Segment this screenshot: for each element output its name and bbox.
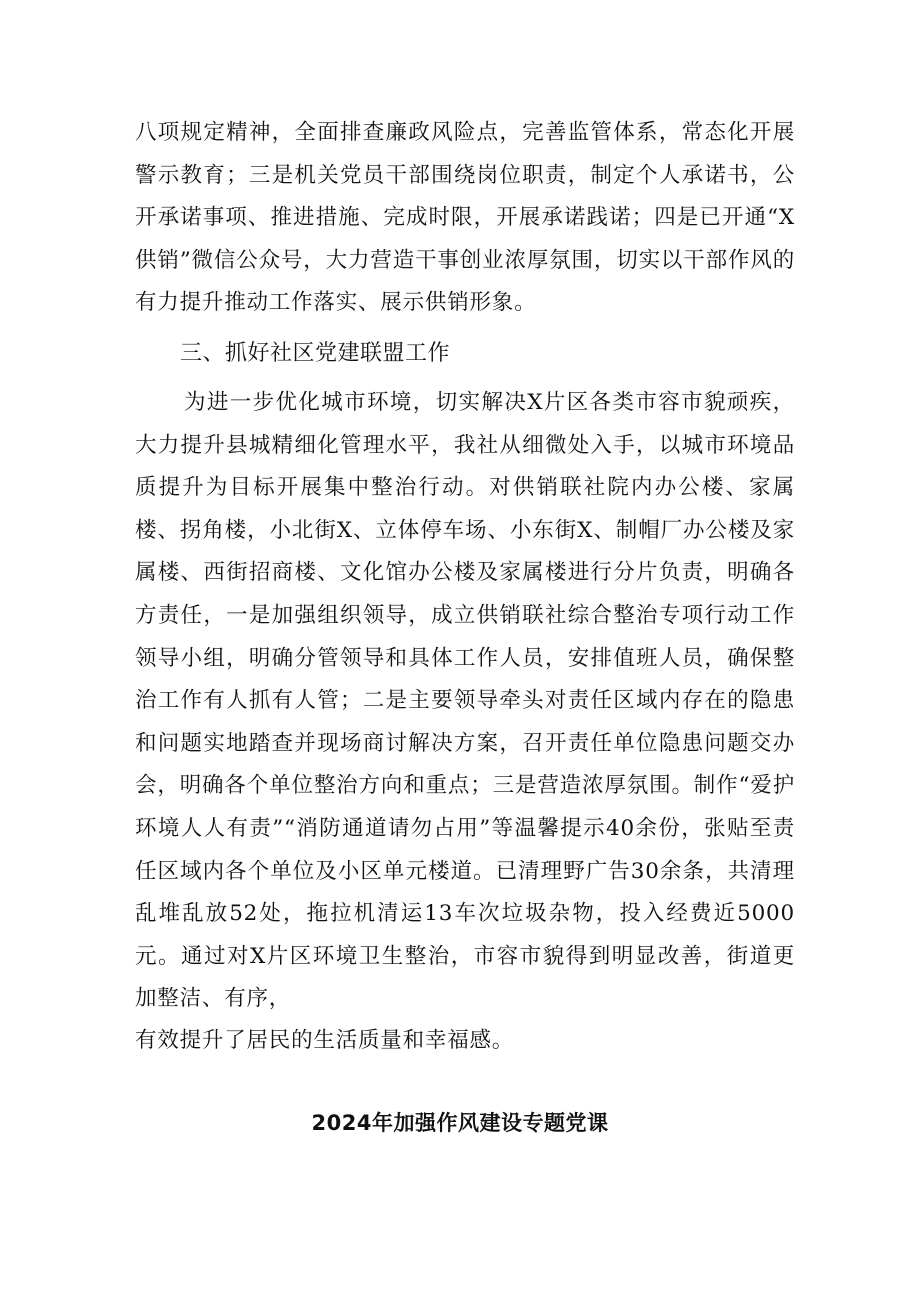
section-heading: 三、抓好社区党建联盟工作	[180, 341, 451, 366]
body-paragraph-continued: 八项规定精神，全面排查廉政风险点，完善监管体系，常态化开展警示教育；三是机关党员干部围绕岗位职责，制定个人承诺书，公开承诺事项、推进措施、完成时限，开展承诺践诺；四是已开通“X供销”微信公众号，大力营造干事创业浓厚氛围，切实以干部作风的有力提升推动工作落实、展示供销形象。	[135, 120, 795, 316]
body-paragraph-community: 为进一步优化城市环境，切实解决X片区各类市容市貌顽疾，大力提升县城精细化管理水平，我社从细微处入手，以城市环境品质提升为目标开展集中整治行动。对供销联社院内办公楼、家属楼、拐角楼，小北街X、立体停车场、小东街X、制帽厂办公楼及家属楼、西街招商楼、文化馆办公楼及家属楼进行分片负责，明确各方责任，一是加强组织领导，成立供销联社综合整治专项行动工作领导小组，明确分管领导和具体工作人员，安排值班人员，确保整治工作有人抓有人管；二是主要领导牵头对责任区域内存在的隐患和问题实地踏查并现场商讨解决方案，召开责任单位隐患问题交办会，明确各个单位整治方向和重点；三是营造浓厚氛围。制作“爱护环境人人有责”“消防通道请勿占用”等温馨提示40余份，张贴至责任区域内各个单位及小区单元楼道。已清理野广告30余条，共清理乱堆乱放52处，拖拉机清运13车次垃圾杂物，投入经费近5000元。通过对X片区环境卫生整治，市容市貌得到明显改善，街道更加整洁、有序，	[135, 390, 795, 1012]
document-title: 2024年加强作风建设专题党课	[311, 1111, 609, 1135]
body-paragraph-closing: 有效提升了居民的生活质量和幸福感。	[135, 1028, 515, 1053]
